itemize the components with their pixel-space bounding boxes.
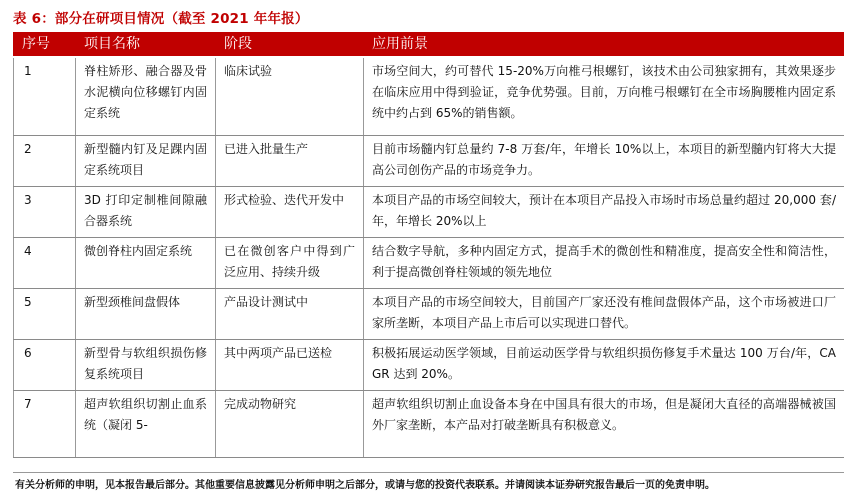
cell-desc: 本项目产品的市场空间较大，预计在本项目产品投入市场时市场总量约超过 20,000 套/年，年增长 20%以上	[364, 187, 845, 238]
table-row	[14, 57, 845, 136]
table-row	[14, 391, 845, 458]
cell-stage: 已在微创客户中得到广泛应用、持续升级	[216, 238, 364, 289]
cell-no: 1	[14, 57, 76, 136]
cell-stage: 形式检验、迭代开发中	[216, 187, 364, 238]
cell-desc: 市场空间大，约可替代 15-20%万向椎弓根螺钉，该技术由公司独家拥有，其效果逐步在临床应用中得到验证，竞争优势强。目前，万向椎弓根螺钉在全市场胸腰椎内固定系统中约占到 65%的销售额。	[364, 57, 845, 136]
cell-no: 7	[14, 391, 76, 458]
cell-name: 微创脊柱内固定系统	[76, 238, 216, 289]
cell-name: 3D 打印定制椎间隙融合器系统	[76, 187, 216, 238]
cell-no: 6	[14, 340, 76, 391]
cell-desc: 本项目产品的市场空间较大，目前国产厂家还没有椎间盘假体产品，这个市场被进口厂家所垄断，本项目产品上市后可以实现进口替代。	[364, 289, 845, 340]
cell-stage: 产品设计测试中	[216, 289, 364, 340]
cell-no: 3	[14, 187, 76, 238]
table-row	[14, 238, 845, 289]
header-stage: 阶段	[216, 33, 364, 58]
cell-name: 脊柱矫形、融合器及骨水泥横向位移螺钉内固定系统	[76, 57, 216, 136]
cell-desc: 结合数字导航，多种内固定方式，提高手术的微创性和精准度，提高安全性和简洁性，利于提高微创脊柱领域的领先地位	[364, 238, 845, 289]
cell-desc: 目前市场髓内钉总量约 7-8 万套/年，年增长 10%以上，本项目的新型髓内钉将大大提高公司创伤产品的市场竞争力。	[364, 136, 845, 187]
cell-stage: 临床试验	[216, 57, 364, 136]
table-row	[14, 289, 845, 340]
table-row	[14, 136, 845, 187]
cell-no: 2	[14, 136, 76, 187]
cell-desc: 积极拓展运动医学领域，目前运动医学骨与软组织损伤修复手术量达 100 万台/年，CAGR 达到 20%。	[364, 340, 845, 391]
table-row	[14, 340, 845, 391]
table-header	[14, 33, 845, 58]
cell-stage: 完成动物研究	[216, 391, 364, 458]
table-body	[14, 57, 845, 458]
cell-desc: 超声软组织切割止血设备本身在中国具有很大的市场，但是凝闭大直径的高端器械被国外厂家垄断，本产品对打破垄断具有积极意义。	[364, 391, 845, 458]
project-table	[13, 32, 844, 458]
table-caption: 表 6：部分在研项目情况（截至 2021 年年报）	[13, 11, 309, 27]
cell-name: 新型骨与软组织损伤修复系统项目	[76, 340, 216, 391]
header-row	[14, 33, 845, 58]
header-name: 项目名称	[76, 33, 216, 58]
cell-name: 超声软组织切割止血系统（凝闭 5-	[76, 391, 216, 458]
header-desc: 应用前景	[364, 33, 845, 58]
cell-name: 新型髓内钉及足踝内固定系统项目	[76, 136, 216, 187]
project-table-container	[13, 32, 844, 464]
footer-divider	[13, 472, 844, 473]
cell-no: 5	[14, 289, 76, 340]
table-row	[14, 187, 845, 238]
cell-no: 4	[14, 238, 76, 289]
cell-stage: 其中两项产品已送检	[216, 340, 364, 391]
disclaimer-footer: 有关分析师的申明，见本报告最后部分。其他重要信息披露见分析师申明之后部分，或请与您的投资代表联系。并请阅读本证券研究报告最后一页的免责申明。	[15, 480, 715, 491]
cell-name: 新型颈椎间盘假体	[76, 289, 216, 340]
header-no: 序号	[14, 33, 76, 58]
cell-stage: 已进入批量生产	[216, 136, 364, 187]
